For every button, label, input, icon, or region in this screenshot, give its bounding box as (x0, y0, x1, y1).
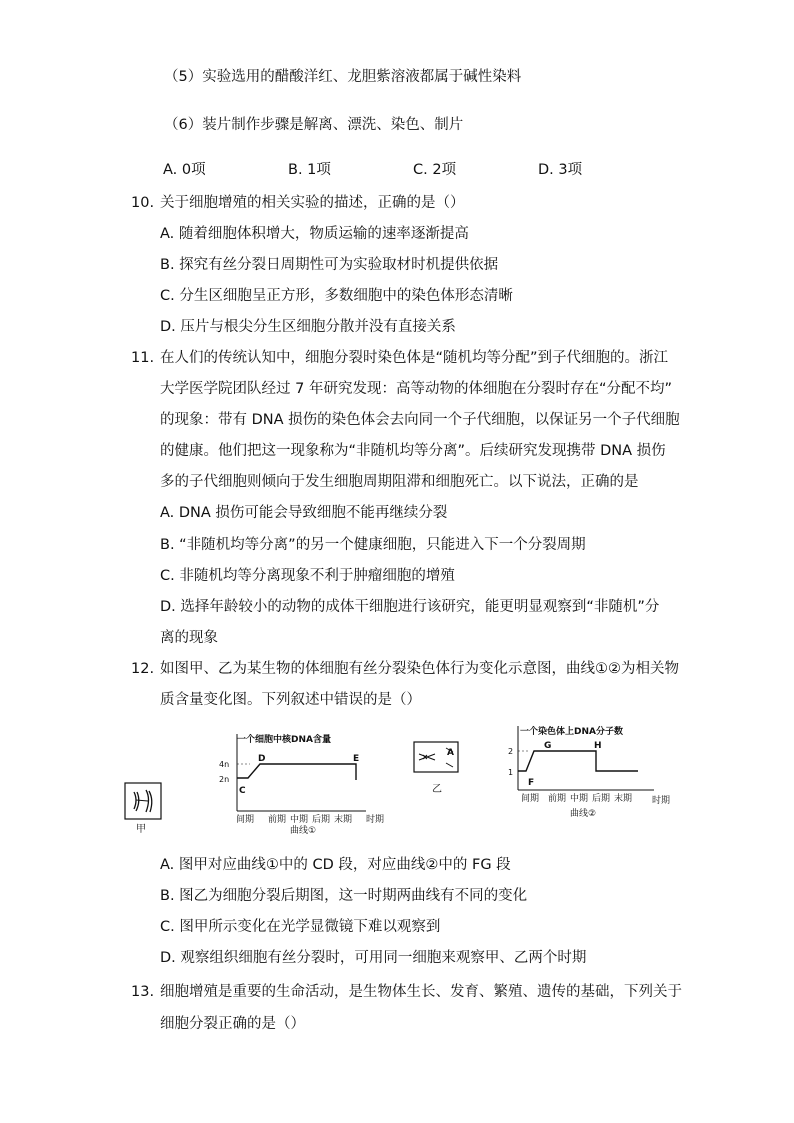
q10-option-c: C. 分生区细胞呈正方形，多数细胞中的染色体形态清晰 (160, 288, 513, 304)
q13-number: 13. (131, 984, 155, 1000)
figure-jia-label: 甲 (136, 824, 146, 834)
q11-option-d: D. 选择年龄较小的动物的成体干细胞进行该研究，能更明显观察到“非随机”分 (160, 599, 660, 615)
q12-option-b: B. 图乙为细胞分裂后期图，这一时期两曲线有不同的变化 (160, 888, 528, 904)
chart1-title: 一个细胞中核DNA含量 (237, 735, 331, 745)
chart1-phase: 间期 (236, 815, 255, 825)
q12-option-a: A. 图甲对应曲线①中的 CD 段，对应曲线②中的 FG 段 (160, 857, 511, 873)
chart1-phase: 后期 (312, 815, 331, 825)
q10-option-a: A. 随着细胞体积增大，物质运输的速率逐渐提高 (160, 226, 469, 242)
chart1-phase: 中期 (290, 815, 309, 825)
q11-number: 11. (131, 350, 155, 366)
chart2-point-h: H (594, 741, 602, 751)
chart2-curve (518, 751, 638, 771)
figure-yi-letter: A (447, 748, 454, 758)
q10-option-d: D. 压片与根尖分生区细胞分散并没有直接关系 (160, 319, 456, 335)
chart2-phase: 间期 (521, 794, 540, 804)
chart2-y-tick-2: 2 (508, 747, 514, 756)
q10-stem: 关于细胞增殖的相关实验的描述，正确的是（） (160, 195, 465, 211)
q12-stem-line: 质含量变化图。下列叙述中错误的是（） (160, 692, 421, 708)
q12-option-d: D. 观察组织细胞有丝分裂时，可用同一细胞来观察甲、乙两个时期 (160, 950, 587, 966)
chart1-phase: 末期 (334, 815, 353, 825)
q11-stem-line: 的现象：带有 DNA 损伤的染色体会去向同一个子代细胞，以保证另一个子代细胞 (160, 412, 680, 428)
q12-number: 12. (131, 661, 155, 677)
q12-option-c: C. 图甲所示变化在光学显微镜下难以观察到 (160, 919, 441, 935)
chart1-y-tick-4n: 4n (219, 760, 230, 769)
q11-option-c: C. 非随机均等分离现象不利于肿瘤细胞的增殖 (160, 568, 455, 584)
chart1-y-tick-2n: 2n (219, 775, 230, 784)
q11-stem-line: 大学医学院团队经过 7 年研究发现：高等动物的体细胞在分裂时存在“分配不均” (160, 381, 672, 397)
chart1-point-c: C (239, 786, 246, 796)
q11-stem-line: 多的子代细胞则倾向于发生细胞周期阻滞和细胞死亡。以下说法，正确的是 (160, 474, 639, 490)
q11-option-d-continued: 离的现象 (160, 630, 218, 646)
chart1-caption: 曲线① (290, 826, 317, 834)
chart1-phase: 前期 (268, 815, 287, 825)
q13-stem-line: 细胞增殖是重要的生命活动，是生物体生长、发育、繁殖、遗传的基础，下列关于 (160, 984, 682, 1000)
figure-jia (124, 782, 164, 834)
chart-2 (504, 720, 680, 820)
chart2-phase: 前期 (548, 794, 567, 804)
chart2-caption: 曲线② (570, 809, 597, 819)
chart2-title: 一个染色体上DNA分子数 (520, 727, 623, 737)
chart2-point-g: G (544, 741, 552, 751)
q10-option-b: B. 探究有丝分裂日周期性可为实验取材时机提供依据 (160, 257, 499, 273)
chart2-phase: 末期 (614, 794, 633, 804)
statement-5: （5）实验选用的醋酸洋红、龙胆紫溶液都属于碱性染料 (164, 69, 522, 85)
q12-stem-line: 如图甲、乙为某生物的体细胞有丝分裂染色体行为变化示意图，曲线①②为相关物 (160, 661, 679, 677)
q10-number: 10. (131, 195, 155, 211)
figure-yi (413, 741, 461, 801)
q9-option-c: C. 2项 (413, 162, 457, 178)
q9-option-b: B. 1项 (288, 162, 331, 178)
statement-6: （6）装片制作步骤是解离、漂洗、染色、制片 (164, 117, 464, 133)
chart2-phase: 中期 (570, 794, 589, 804)
q9-option-a: A. 0项 (163, 162, 206, 178)
figure-yi-label: 乙 (432, 784, 442, 795)
chart1-x-label: 时期 (366, 815, 385, 825)
chart1-curve (237, 764, 356, 780)
chart1-point-d: D (258, 754, 266, 764)
chart2-x-label: 时期 (652, 796, 671, 806)
q11-option-a: A. DNA 损伤可能会导致细胞不能再继续分裂 (160, 505, 448, 521)
chart-1 (210, 726, 400, 834)
q11-option-b: B. “非随机均等分离”的另一个健康细胞，只能进入下一个分裂周期 (160, 537, 586, 553)
chart2-point-f: F (528, 778, 535, 788)
q11-stem-line: 在人们的传统认知中，细胞分裂时染色体是“随机均等分配”到子代细胞的。浙江 (160, 350, 669, 366)
q11-stem-line: 的健康。他们把这一现象称为“非随机均等分离”。后续研究发现携带 DNA 损伤 (160, 443, 666, 459)
chart2-y-tick-1: 1 (508, 768, 514, 777)
chart2-phase: 后期 (592, 794, 611, 804)
q13-stem-line: 细胞分裂正确的是（） (160, 1016, 305, 1032)
q9-option-d: D. 3项 (538, 162, 583, 178)
chart1-point-e: E (353, 754, 360, 764)
